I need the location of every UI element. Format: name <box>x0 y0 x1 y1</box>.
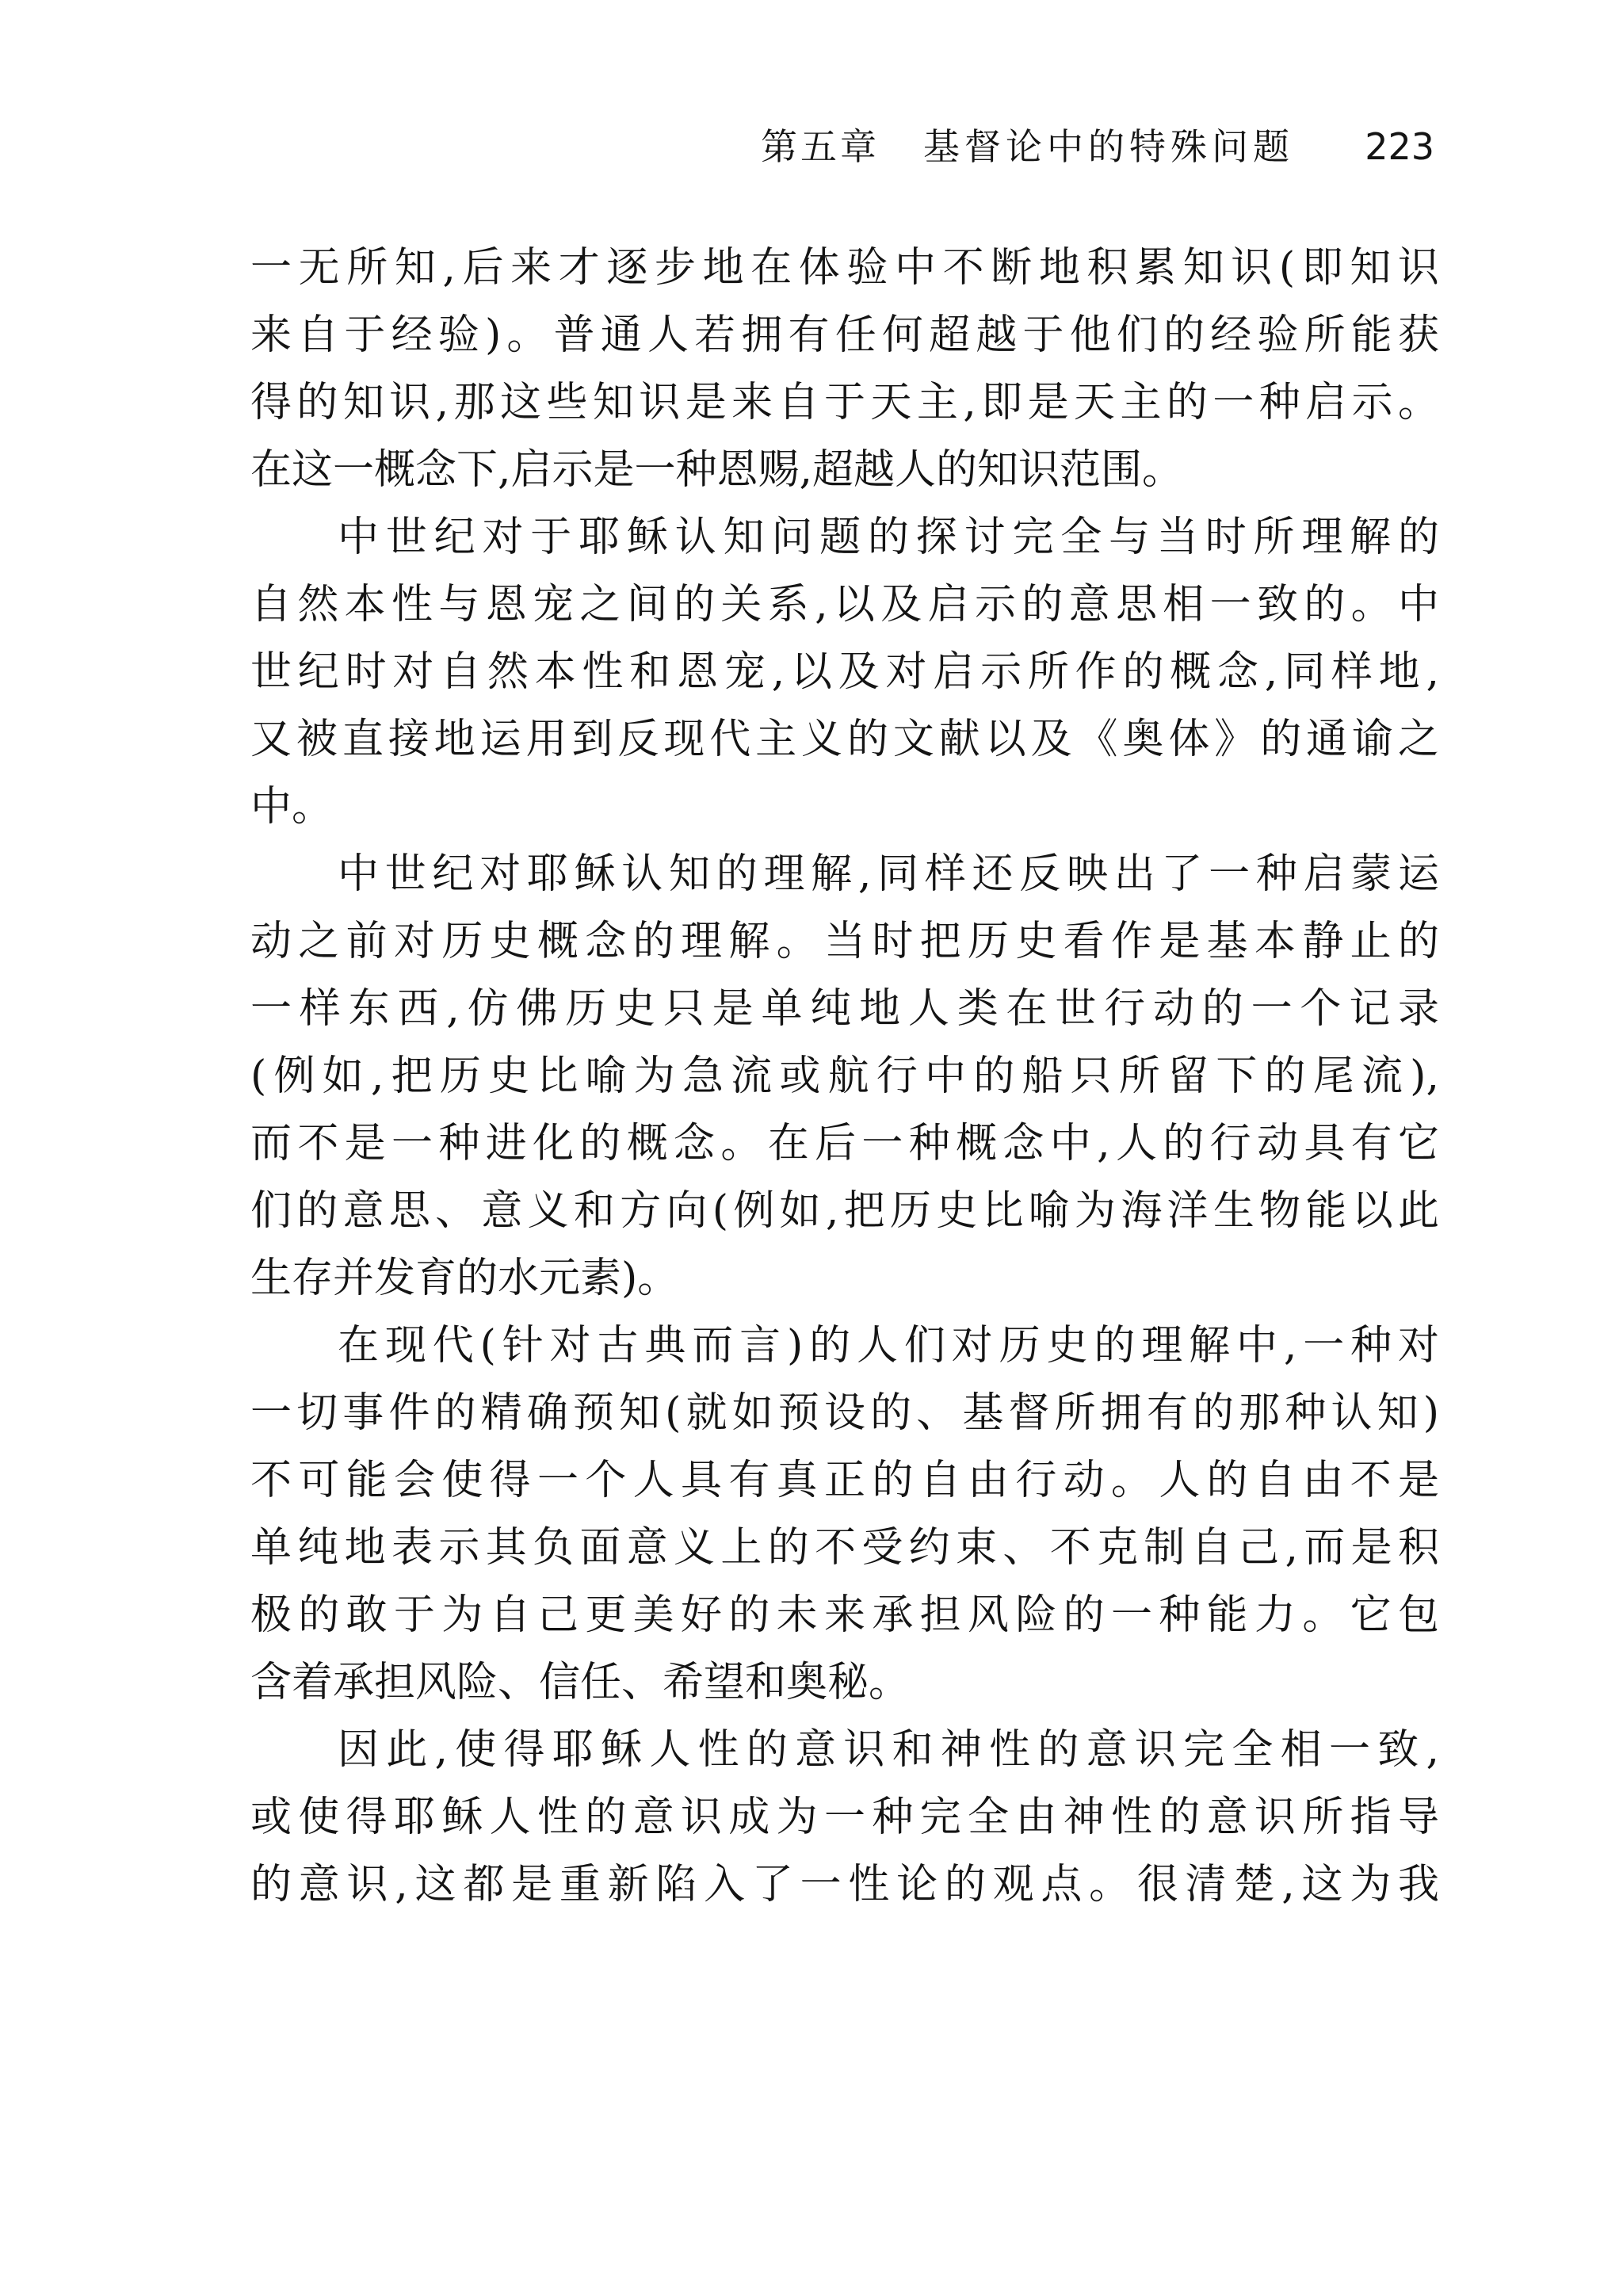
text-line: 含着承担风险、信任、希望和奥秘。 <box>250 1659 911 1706</box>
text-line: 动之前对历史概念的理解。当时把历史看作是基本静止的 <box>250 918 1439 965</box>
text-line: 因此,使得耶稣人性的意识和神性的意识完全相一致, <box>338 1726 1439 1774</box>
text-line: 自然本性与恩宠之间的关系,以及启示的意思相一致的。中 <box>250 581 1439 628</box>
running-head <box>761 119 1434 174</box>
text-line: 不可能会使得一个人具有真正的自由行动。人的自由不是 <box>250 1457 1439 1504</box>
text-line: 得的知识,那这些知识是来自于天主,即是天主的一种启示。 <box>250 379 1439 426</box>
text-line: 或使得耶稣人性的意识成为一种完全由神性的意识所指导 <box>250 1794 1439 1841</box>
text-line: 而不是一种进化的概念。在后一种概念中,人的行动具有它 <box>250 1120 1439 1167</box>
chapter-label: 第五章 <box>761 125 880 168</box>
text-line: (例如,把历史比喻为急流或航行中的船只所留下的尾流), <box>250 1052 1439 1100</box>
page-number: 223 <box>1365 125 1434 168</box>
text-line: 又被直接地运用到反现代主义的文献以及《奥体》的通谕之 <box>250 716 1439 763</box>
text-line: 中世纪对于耶稣认知问题的探讨完全与当时所理解的 <box>338 514 1439 561</box>
text-line: 们的意思、意义和方向(例如,把历史比喻为海洋生物能以此 <box>250 1187 1439 1235</box>
text-line: 在这一概念下,启示是一种恩赐,超越人的知识范围。 <box>250 446 1184 494</box>
section-title: 基督论中的特殊问题 <box>923 125 1294 168</box>
text-line: 在现代(针对古典而言)的人们对历史的理解中,一种对 <box>338 1322 1439 1370</box>
text-line: 一切事件的精确预知(就如预设的、基督所拥有的那种认知) <box>250 1389 1439 1437</box>
text-line: 中。 <box>250 783 334 831</box>
body-text <box>250 235 1439 1919</box>
text-line: 极的敢于为自己更美好的未来承担风险的一种能力。它包 <box>250 1591 1439 1639</box>
text-line: 一无所知,后来才逐步地在体验中不断地积累知识(即知识 <box>250 244 1439 292</box>
text-line: 来自于经验)。普通人若拥有任何超越于他们的经验所能获 <box>250 311 1439 359</box>
text-line: 单纯地表示其负面意义上的不受约束、不克制自己,而是积 <box>250 1524 1439 1572</box>
text-line: 生存并发育的水元素)。 <box>250 1255 679 1302</box>
text-line: 一样东西,仿佛历史只是单纯地人类在世行动的一个记录 <box>250 985 1439 1033</box>
text-line: 中世纪对耶稣认知的理解,同样还反映出了一种启蒙运 <box>338 850 1439 898</box>
text-line: 世纪时对自然本性和恩宠,以及对启示所作的概念,同样地, <box>250 648 1439 696</box>
text-line: 的意识,这都是重新陷入了一性论的观点。很清楚,这为我 <box>250 1861 1439 1908</box>
